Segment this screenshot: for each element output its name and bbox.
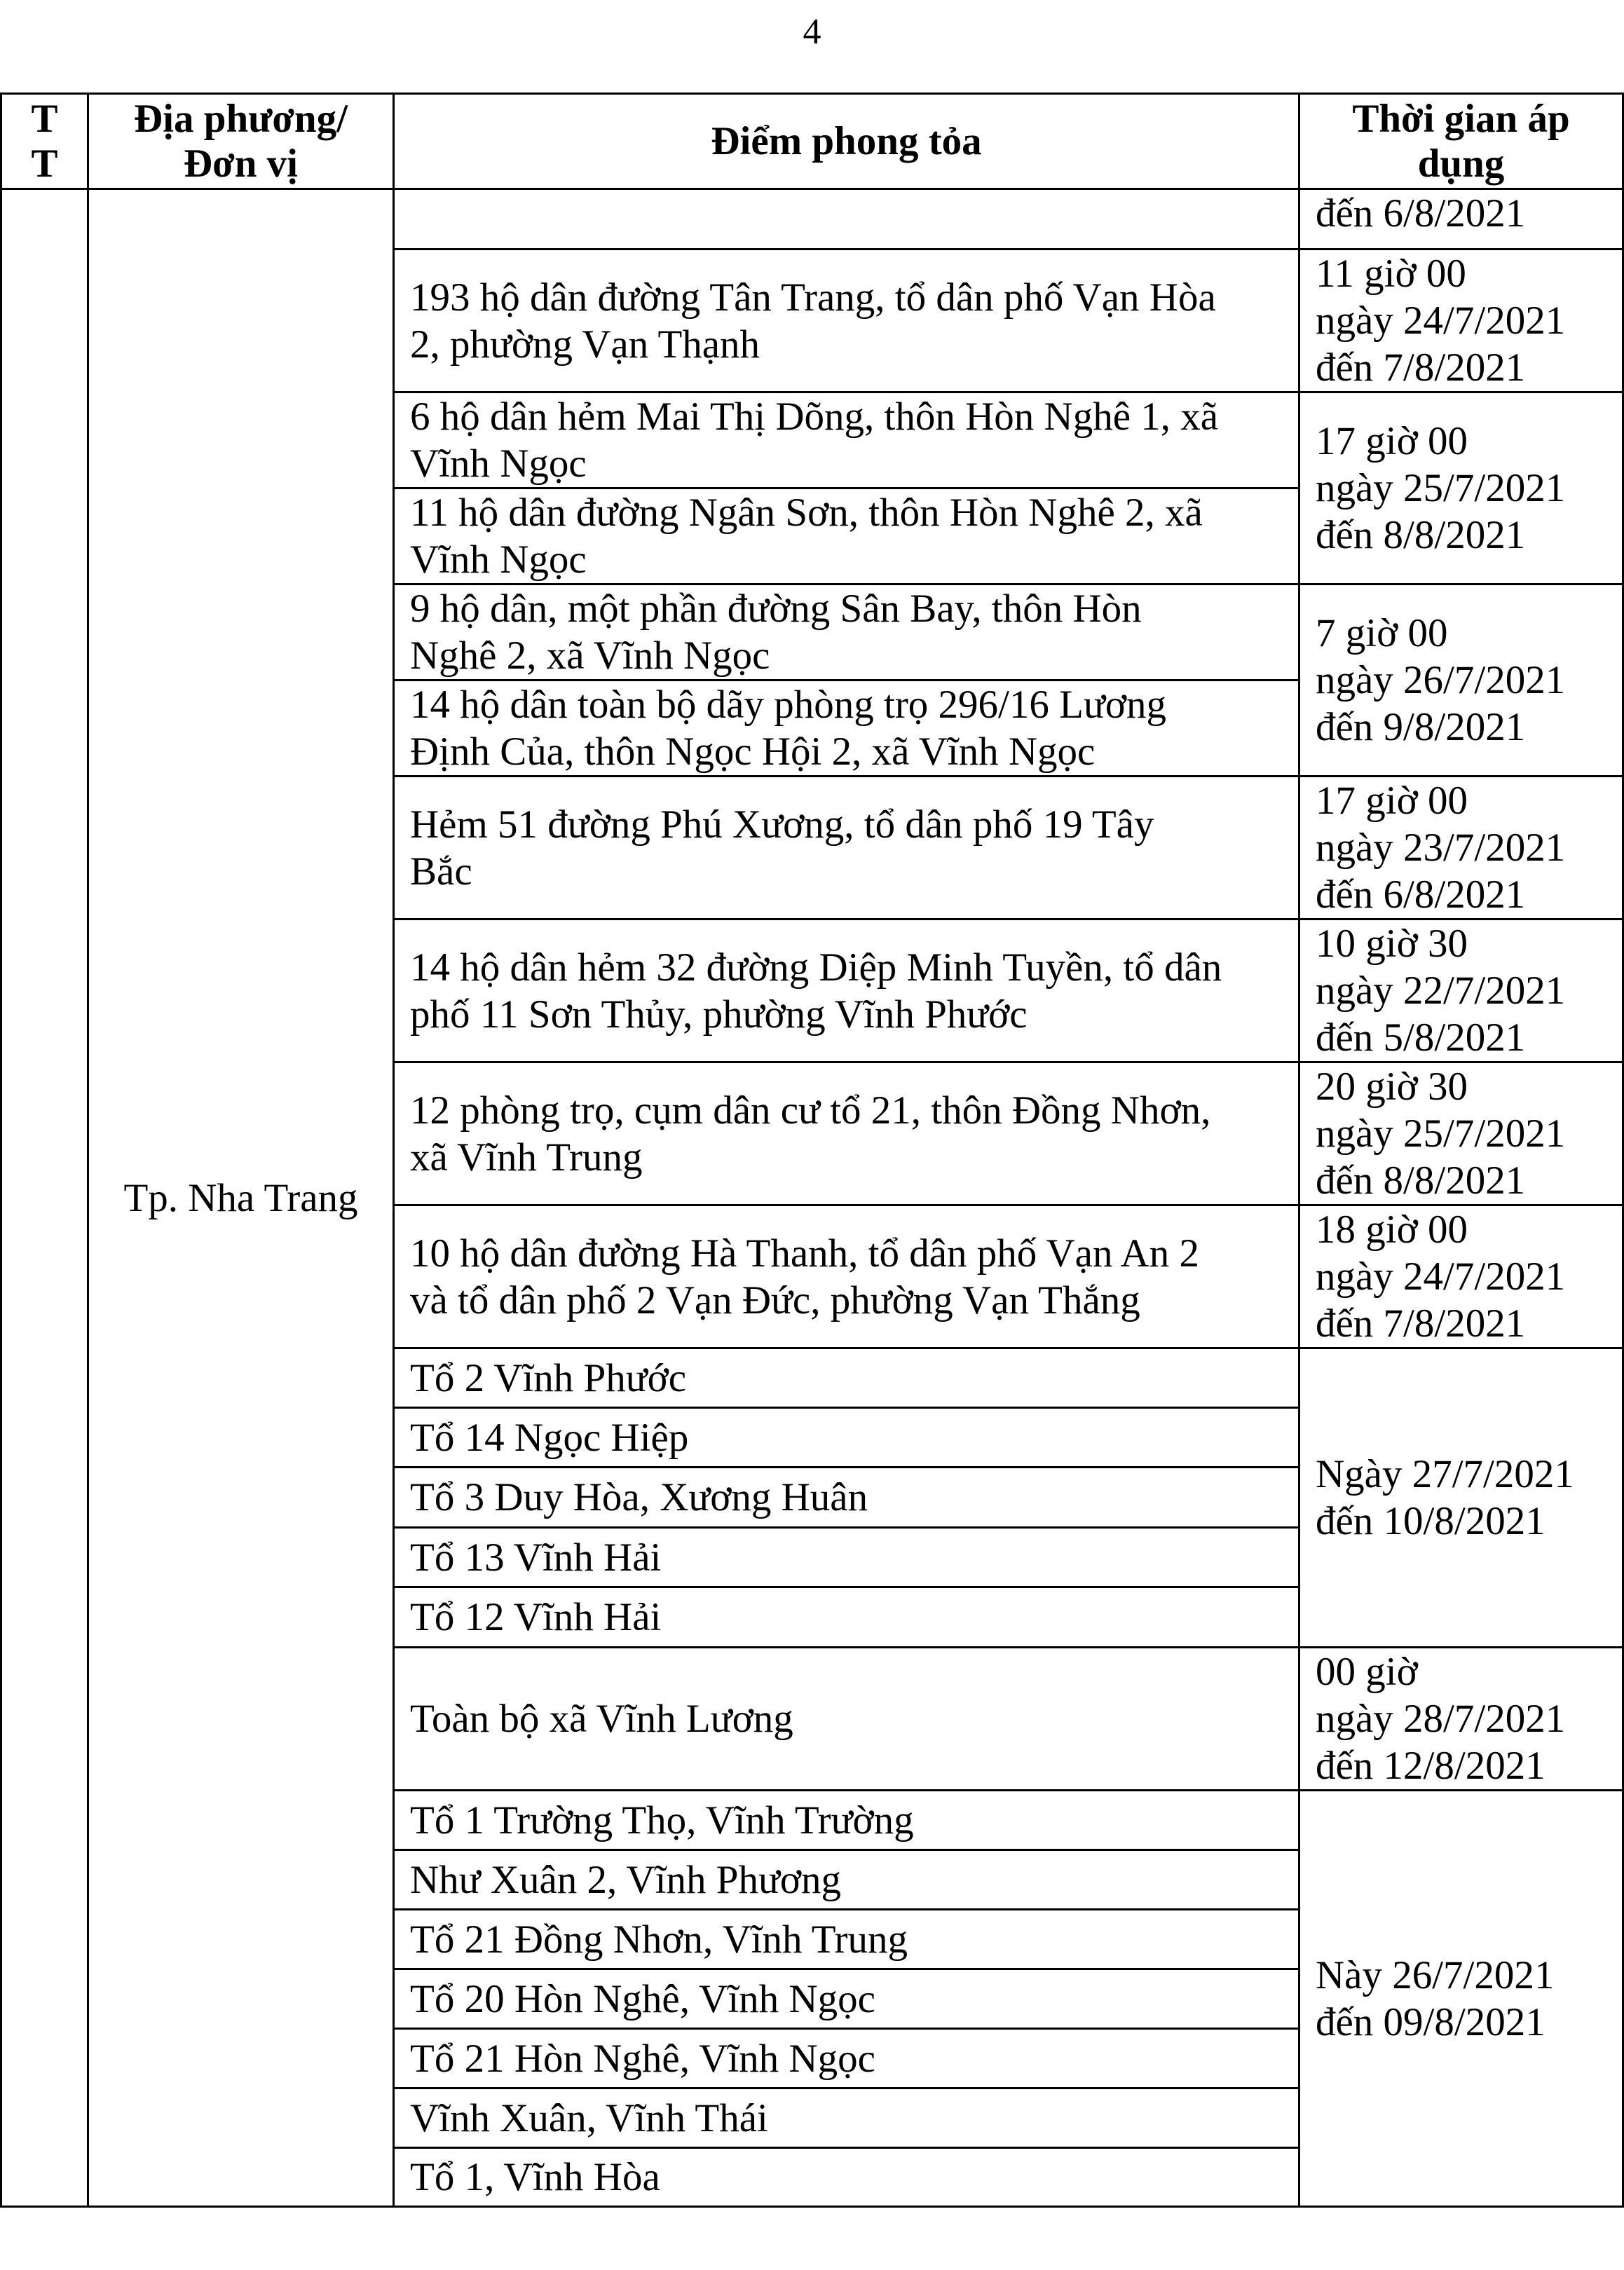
place-cell: Vĩnh Xuân, Vĩnh Thái bbox=[394, 2088, 1299, 2148]
place-cell: Tổ 21 Hòn Nghê, Vĩnh Ngọc bbox=[394, 2029, 1299, 2088]
place-cell: Tổ 1, Vĩnh Hòa bbox=[394, 2148, 1299, 2207]
time-cell: 18 giờ 00 ngày 24/7/2021 đến 7/8/2021 bbox=[1299, 1205, 1623, 1348]
time-cell: 11 giờ 00 ngày 24/7/2021 đến 7/8/2021 bbox=[1299, 249, 1623, 392]
place-cell: Tổ 12 Vĩnh Hải bbox=[394, 1587, 1299, 1648]
tt-cell bbox=[1, 189, 88, 2207]
place-cell: 11 hộ dân đường Ngân Sơn, thôn Hòn Nghê 2, xã Vĩnh Ngọc bbox=[394, 488, 1299, 584]
place-cell: 6 hộ dân hẻm Mai Thị Dõng, thôn Hòn Nghê 1, xã Vĩnh Ngọc bbox=[394, 392, 1299, 488]
time-cell: 7 giờ 00 ngày 26/7/2021 đến 9/8/2021 bbox=[1299, 584, 1623, 777]
time-cell: 00 giờ ngày 28/7/2021 đến 12/8/2021 bbox=[1299, 1648, 1623, 1791]
time-cell: 10 giờ 30 ngày 22/7/2021 đến 5/8/2021 bbox=[1299, 919, 1623, 1062]
place-cell: 193 hộ dân đường Tân Trang, tổ dân phố Vạn Hòa 2, phường Vạn Thạnh bbox=[394, 249, 1299, 392]
place-cell: Tổ 20 Hòn Nghê, Vĩnh Ngọc bbox=[394, 1969, 1299, 2029]
lockdown-table bbox=[0, 93, 1624, 2208]
table-row bbox=[1, 189, 1623, 249]
header-place: Điểm phong tỏa bbox=[394, 94, 1299, 189]
place-cell: 12 phòng trọ, cụm dân cư tổ 21, thôn Đồng Nhơn, xã Vĩnh Trung bbox=[394, 1062, 1299, 1205]
time-cell: 20 giờ 30 ngày 25/7/2021 đến 8/8/2021 bbox=[1299, 1062, 1623, 1205]
time-cell: 17 giờ 00 ngày 23/7/2021 đến 6/8/2021 bbox=[1299, 777, 1623, 919]
place-cell: Tổ 2 Vĩnh Phước bbox=[394, 1348, 1299, 1408]
time-cell: 17 giờ 00 ngày 25/7/2021 đến 8/8/2021 bbox=[1299, 392, 1623, 584]
place-cell: Tổ 1 Trường Thọ, Vĩnh Trường bbox=[394, 1791, 1299, 1850]
place-cell: Tổ 13 Vĩnh Hải bbox=[394, 1528, 1299, 1587]
place-cell bbox=[394, 189, 1299, 249]
place-cell: 14 hộ dân toàn bộ dãy phòng trọ 296/16 Lương Định Của, thôn Ngọc Hội 2, xã Vĩnh Ngọc bbox=[394, 681, 1299, 777]
page-number: 4 bbox=[803, 12, 821, 52]
place-cell: 14 hộ dân hẻm 32 đường Diệp Minh Tuyền, tổ dân phố 11 Sơn Thủy, phường Vĩnh Phước bbox=[394, 919, 1299, 1062]
time-cell: Ngày 27/7/2021 đến 10/8/2021 bbox=[1299, 1348, 1623, 1648]
header-tt: T T bbox=[1, 94, 88, 189]
table-header-row bbox=[1, 94, 1623, 189]
place-cell: 10 hộ dân đường Hà Thanh, tổ dân phố Vạn An 2 và tổ dân phố 2 Vạn Đức, phường Vạn Thắng bbox=[394, 1205, 1299, 1348]
place-cell: Toàn bộ xã Vĩnh Lương bbox=[394, 1648, 1299, 1791]
time-cell: Này 26/7/2021 đến 09/8/2021 bbox=[1299, 1791, 1623, 2207]
header-time: Thời gian áp dụng bbox=[1299, 94, 1623, 189]
place-cell: Tổ 3 Duy Hòa, Xương Huân bbox=[394, 1468, 1299, 1528]
time-cell: đến 6/8/2021 bbox=[1299, 189, 1623, 249]
place-cell: Hẻm 51 đường Phú Xương, tổ dân phố 19 Tây Bắc bbox=[394, 777, 1299, 919]
place-cell: 9 hộ dân, một phần đường Sân Bay, thôn Hòn Nghê 2, xã Vĩnh Ngọc bbox=[394, 584, 1299, 681]
place-cell: Như Xuân 2, Vĩnh Phương bbox=[394, 1850, 1299, 1910]
header-unit: Địa phương/ Đơn vị bbox=[88, 94, 394, 189]
place-cell: Tổ 14 Ngọc Hiệp bbox=[394, 1408, 1299, 1468]
place-cell: Tổ 21 Đồng Nhơn, Vĩnh Trung bbox=[394, 1910, 1299, 1969]
unit-cell: Tp. Nha Trang bbox=[88, 189, 394, 2207]
